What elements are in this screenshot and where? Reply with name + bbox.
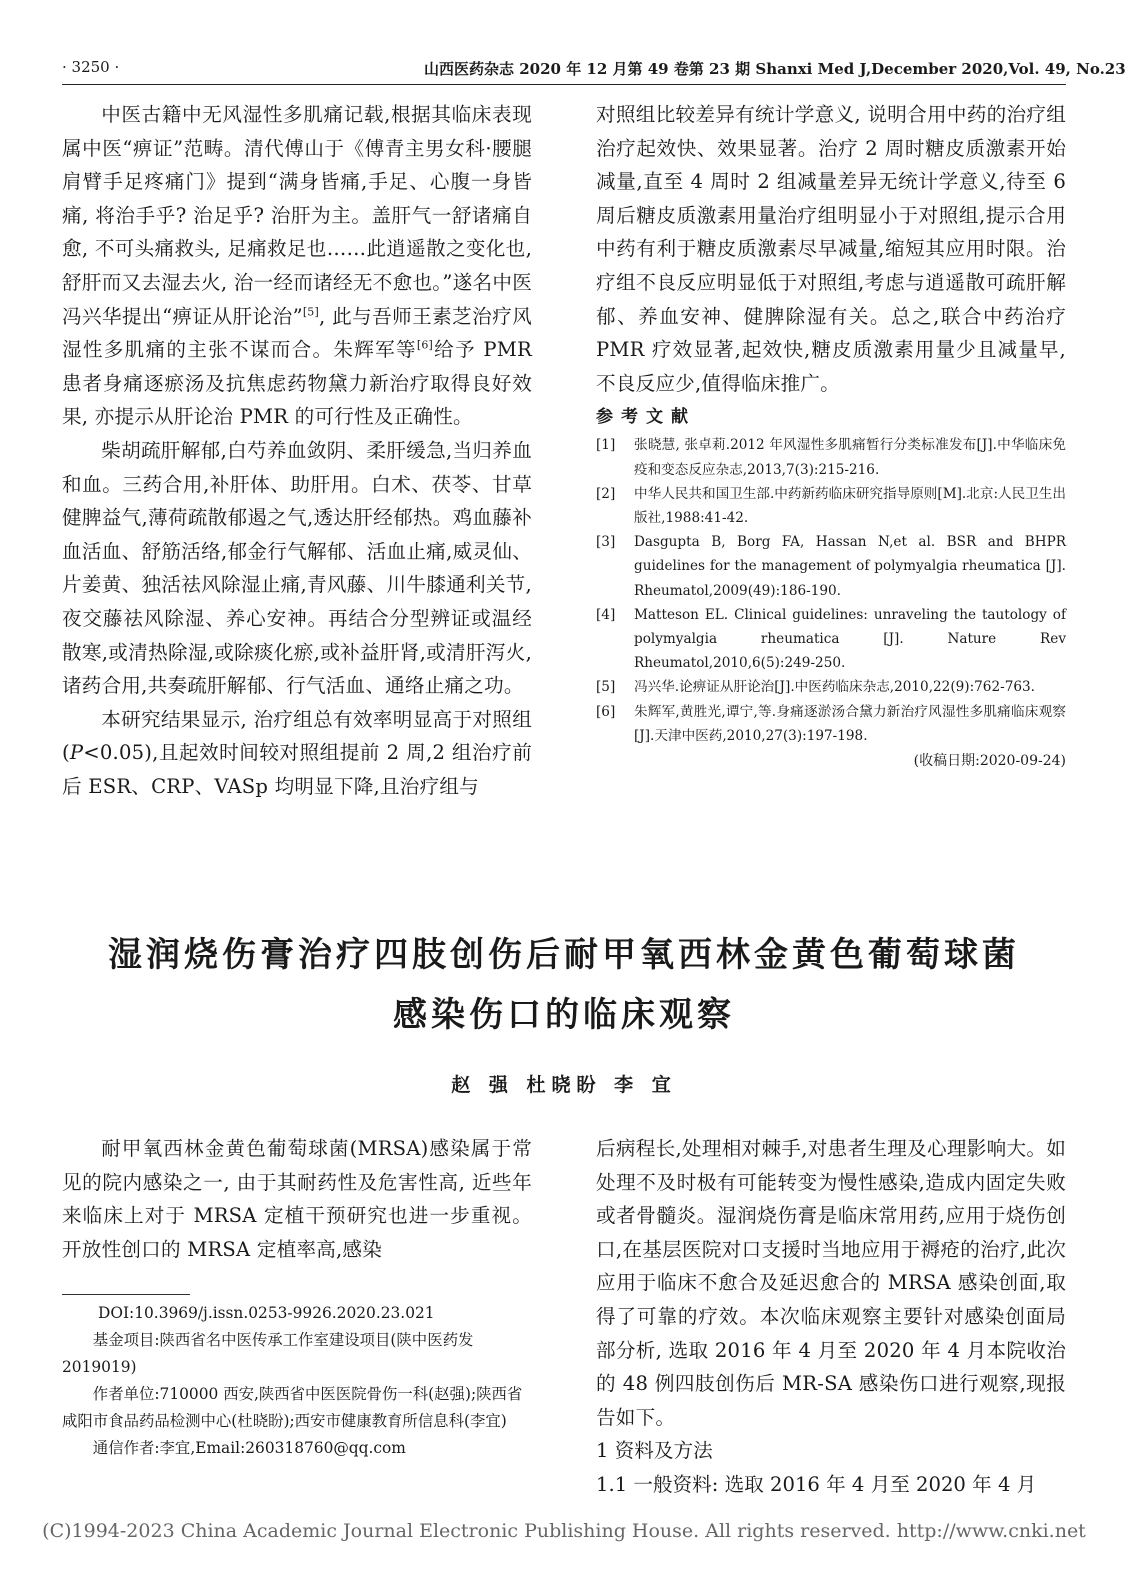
paragraph: 中医古籍中无风湿性多肌痛记载,根据其临床表现属中医“痹证”范畴。清代傅山于《傅青主男女科·腰腿肩臂手足疼痛门》提到“满身皆痛,手足、心腹一身皆痛, 将治手乎? 治足乎? 治肝为主。盖肝气一舒诸痛自愈, 不可头痛救头, 足痛救足也……此逍遥散之变化也, 舒肝而又去湿去火, 治一经而诸经无不愈也。”遂名中医冯兴华提出“痹证从肝论治”[5], 此与吾师王素芝治疗风湿性多肌痛的主张不谋而合。朱辉军等[6]给予 PMR 患者身痛逐瘀汤及抗焦虑药物黛力新治疗取得良好效果, 亦提示从肝论治 PMR 的可行性及正确性。 xyxy=(62,103,532,429)
received-date: (收稿日期:2020-09-24) xyxy=(913,752,1066,769)
paragraph: 耐甲氧西林金黄色葡萄球菌(MRSA)感染属于常见的院内感染之一, 由于其耐药性及危害性高, 近些年来临床上对于 MRSA 定植干预研究也进一步重视。开放性创口的 MRSA 定植率高,感染 xyxy=(62,1137,532,1261)
paragraph: 对照组比较差异有统计学意义, 说明合用中药的治疗组治疗起效快、效果显著。治疗 2 周时糖皮质激素开始减量,直至 4 周时 2 组减量差异无统计学意义,待至 6 周后糖皮质激素用量治疗组明显小于对照组,提示合用中药有利于糖皮质激素尽早减量,缩短其应用时限。治疗组不良反应明显低于对照组,考虑与逍遥散可疏肝解郁、养血安神、健脾除湿有关。总之,联合中药治疗 PMR 疗效显著,起效快,糖皮质激素用量少且减量早,不良反应少,值得临床推广。 xyxy=(596,103,1066,395)
top-right-column xyxy=(596,98,1066,770)
subsection-heading: 1.1 一般资料: 选取 2016 年 4 月至 2020 年 4 月 xyxy=(596,1472,1037,1496)
top-left-column xyxy=(62,98,532,803)
title-line: 感染伤口的临床观察 xyxy=(393,995,735,1035)
citation[interactable]: [5] xyxy=(302,305,319,319)
doi[interactable]: DOI:10.3969/j.issn.0253-9926.2020.23.021 xyxy=(98,1304,435,1322)
section-heading: 1 资料及方法 xyxy=(596,1439,713,1463)
paragraph: 柴胡疏肝解郁,白芍养血敛阴、柔肝缓急,当归养血和血。三药合用,补肝体、助肝用。白术、茯苓、甘草健脾益气,薄荷疏散郁遏之气,透达肝经郁热。鸡血藤补血活血、舒筋活络,郁金行气解郁、活血止痛,威灵仙、片姜黄、独活祛风除湿止痛,青风藤、川牛膝通利关节,夜交藤祛风除湿、养心安神。再结合分型辨证或温经散寒,或清热除湿,或除痰化瘀,或补益肝肾,或清肝泻火,诸药合用,共奏疏肝解郁、行气活血、通络止痛之功。 xyxy=(62,438,532,698)
page-number: · 3250 · xyxy=(62,58,120,76)
references-list xyxy=(596,433,1066,748)
copyright-footer: (C)1994-2023 China Academic Journal Electronic Publishing House. All rights reserved. http://www.cnki.net xyxy=(42,1520,1086,1542)
authors: 赵 强 杜晓盼 李 宜 xyxy=(451,1074,677,1096)
bottom-right-column xyxy=(596,1132,1066,1502)
citation[interactable]: [6] xyxy=(416,338,434,352)
reference-item: [6] 朱辉军,黄胜光,谭宁,等.身痛逐淤汤合黛力新治疗风湿性多肌痛临床观察[J].天津中医药,2010,27(3):197-198. xyxy=(596,703,1066,744)
reference-item: [5] 冯兴华.论痹证从肝论治[J].中医药临床杂志,2010,22(9):762-763. xyxy=(596,679,1035,696)
paragraph: 本研究结果显示, 治疗组总有效率明显高于对照组(P<0.05),且起效时间较对照组提前 2 周,2 组治疗前后 ESR、CRP、VASp 均明显下降,且治疗组与 xyxy=(62,707,532,798)
bottom-left-column xyxy=(62,1132,532,1266)
reference-item: [3] Dasgupta B, Borg FA, Hassan N,et al. BSR and BHPR guidelines for the management of polymyalgia rheumatica [J]. Rheumatol,2009(49):186-190. xyxy=(596,534,1066,599)
reference-item: [1] 张晓慧, 张卓莉.2012 年风湿性多肌痛暂行分类标准发布[J].中华临床免疫和变态反应杂志,2013,7(3):215-216. xyxy=(596,437,1066,478)
reference-item: [2] 中华人民共和国卫生部.中药新药临床研究指导原则[M].北京:人民卫生出版社,1988:41-42. xyxy=(596,485,1066,526)
footnote-divider xyxy=(62,1294,190,1295)
author-unit-note: 作者单位:710000 西安,陕西省中医医院骨伤一科(赵强);陕西省咸阳市食品药品检测中心(杜晓盼);西安市健康教育所信息科(李宜) xyxy=(62,1385,523,1430)
header-divider xyxy=(62,84,1066,85)
article-title xyxy=(60,925,1068,1045)
title-line: 湿润烧伤膏治疗四肢创伤后耐甲氧西林金黄色葡萄球菌 xyxy=(108,935,1020,975)
footnotes xyxy=(62,1300,532,1462)
reference-item: [4] Matteson EL. Clinical guidelines: unraveling the tautology of polymyalgia rheumatica [J]. Nature Rev Rheumatol,2010,6(5):249-250. xyxy=(596,606,1066,672)
references-heading: 参考文献 xyxy=(596,407,696,428)
correspondence-note: 通信作者:李宜,Email:260318760@qq.com xyxy=(92,1439,406,1457)
journal-header: 山西医药杂志 2020 年 12 月第 49 卷第 23 期 Shanxi Med J,December 2020,Vol. 49, No.23 xyxy=(424,60,1126,78)
paragraph: 后病程长,处理相对棘手,对患者生理及心理影响大。如处理不及时极有可能转变为慢性感染,造成内固定失败或者骨髓炎。湿润烧伤膏是临床常用药,应用于烧伤创口,在基层医院对口支援时当地应用于褥疮的治疗,此次应用于临床不愈合及延迟愈合的 MRSA 感染创面,取得了可靠的疗效。本次临床观察主要针对感染创面局部分析, 选取 2016 年 4 月至 2020 年 4 月本院收治的 48 例四肢创伤后 MR-SA 感染伤口进行观察,现报告如下。 xyxy=(596,1137,1066,1429)
fund-note: 基金项目:陕西省名中医传承工作室建设项目(陕中医药发 2019019) xyxy=(62,1331,474,1376)
